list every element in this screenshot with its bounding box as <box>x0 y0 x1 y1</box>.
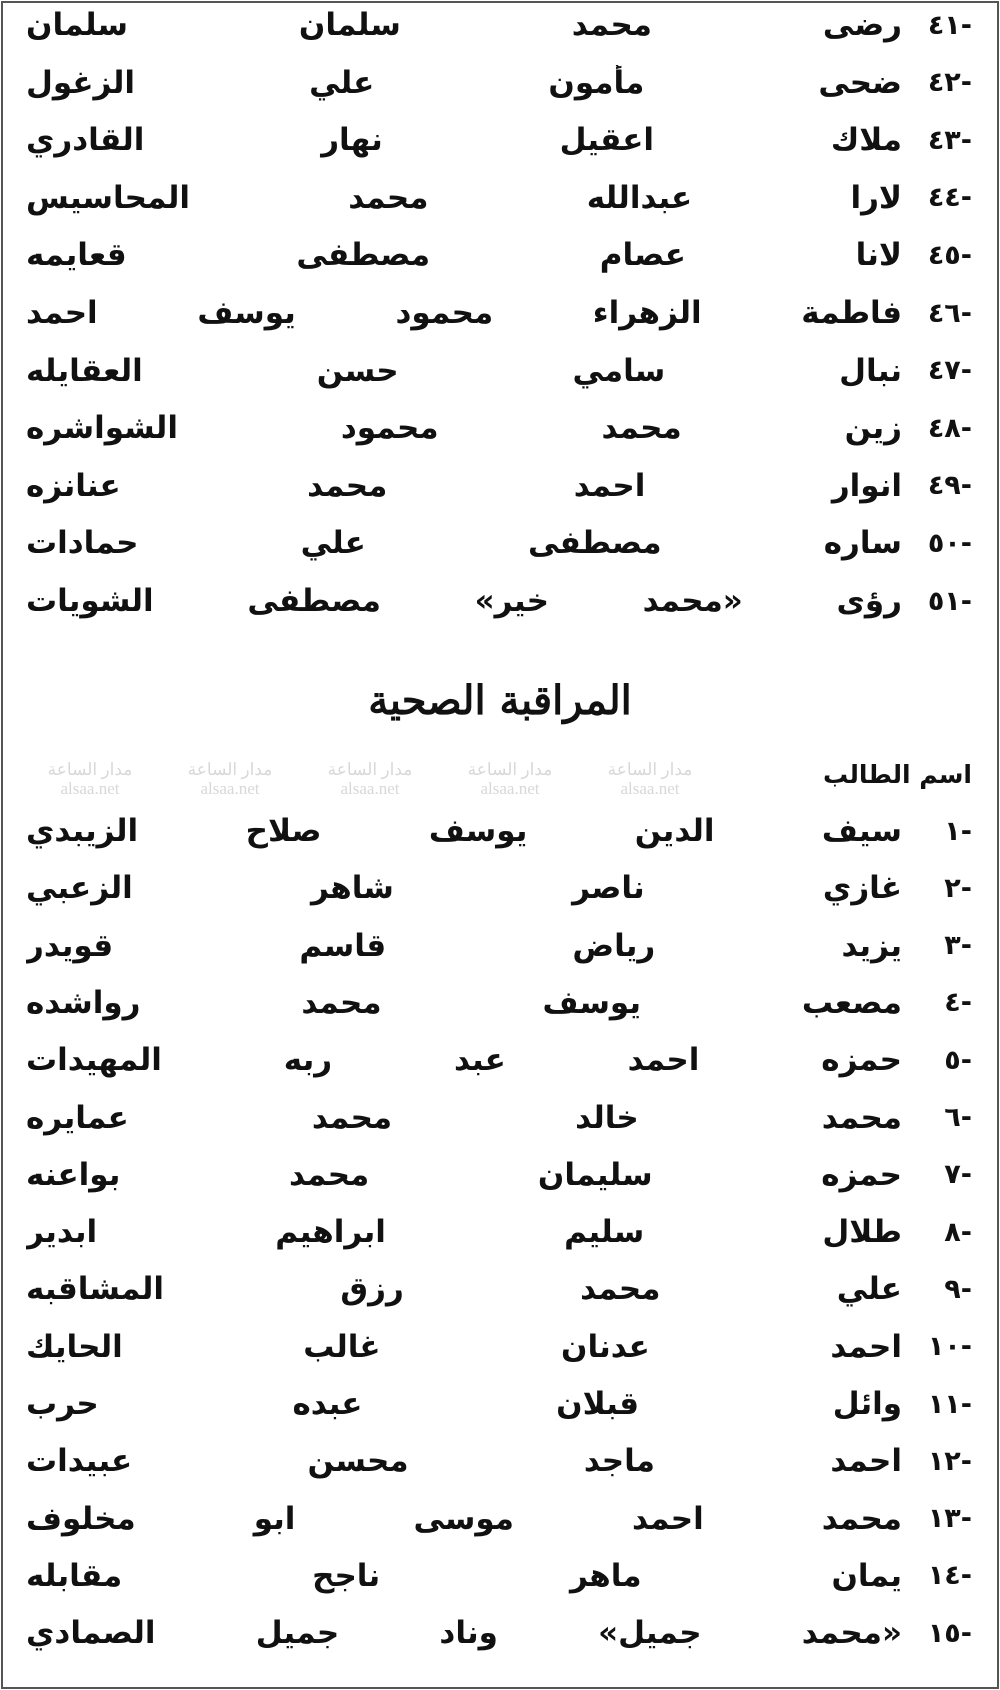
student-name: محمد احمد موسى ابو مخلوف <box>26 1500 902 1537</box>
list-item <box>26 0 972 50</box>
item-number: -٤٦ <box>927 297 972 329</box>
list-item <box>26 1379 972 1429</box>
student-name: رؤى «محمد خير» مصطفى الشويات <box>26 583 902 619</box>
student-name: حمزه احمد عبد ربه المهيدات <box>26 1042 902 1079</box>
item-number: -٥١ <box>927 585 972 617</box>
item-number: -١٣ <box>927 1503 972 1535</box>
item-number: -٢ <box>944 872 972 904</box>
watermark-arabic: مدار الساعة <box>47 760 133 779</box>
item-number: -١١ <box>927 1388 972 1420</box>
list-item <box>26 403 972 453</box>
list-item <box>26 1207 972 1257</box>
student-name: احمد ماجد محسن عبيدات <box>26 1443 902 1480</box>
list-item <box>26 1035 972 1085</box>
list-item <box>26 461 972 511</box>
watermark-arabic: مدار الساعة <box>327 760 413 779</box>
list-item <box>26 58 972 108</box>
list-item <box>26 173 972 223</box>
list-item <box>26 1551 972 1601</box>
watermark-arabic: مدار الساعة <box>607 760 693 779</box>
column-header: اسم الطالب <box>822 760 972 789</box>
watermark-arabic: مدار الساعة <box>467 760 553 779</box>
student-name: طلال سليم ابراهيم ابدير <box>26 1214 902 1251</box>
list-item <box>26 230 972 280</box>
watermark-arabic: مدار الساعة <box>187 760 273 779</box>
watermark <box>590 760 710 798</box>
item-number: -١٤ <box>927 1560 972 1592</box>
student-name: «محمد جميل» وناد جميل الصمادي <box>26 1615 902 1652</box>
watermark <box>310 760 430 798</box>
student-name: رضى محمد سلمان سلمان <box>26 7 902 43</box>
student-name: غازي ناصر شاهر الزعبي <box>26 870 902 907</box>
item-number: -٦ <box>944 1102 972 1133</box>
student-name: انوار احمد محمد عنانزه <box>26 467 902 504</box>
watermark-latin: alsaa.net <box>480 779 540 798</box>
item-number: -٧ <box>944 1159 972 1191</box>
item-number: -٩ <box>944 1273 972 1305</box>
list-item <box>26 1436 972 1486</box>
watermark <box>450 760 570 798</box>
student-name: ساره مصطفى علي حمادات <box>26 525 902 562</box>
item-number: -٤٧ <box>927 355 972 387</box>
list-item <box>26 1264 972 1314</box>
student-name: لانا عصام مصطفى قعايمه <box>26 237 902 274</box>
student-name: يزيد رياض قاسم قويدر <box>26 927 902 964</box>
item-number: -٣ <box>944 930 972 962</box>
item-number: -٤ <box>944 987 972 1019</box>
watermark <box>170 760 290 798</box>
student-name: مصعب يوسف محمد رواشده <box>26 984 902 1021</box>
watermark-latin: alsaa.net <box>200 779 260 798</box>
watermark-latin: alsaa.net <box>60 779 120 798</box>
item-number: -٤٤ <box>927 182 972 214</box>
item-number: -٥ <box>944 1044 972 1076</box>
student-name: زين محمد محمود الشواشره <box>26 410 902 447</box>
student-name: فاطمة الزهراء محمود يوسف احمد <box>26 295 902 331</box>
list-item <box>26 288 972 338</box>
student-name: ضحى مأمون علي الزغول <box>26 64 902 101</box>
item-number: -١٠ <box>927 1331 972 1363</box>
student-name: سيف الدين يوسف صلاح الزيبدي <box>26 813 902 849</box>
list-item <box>26 806 972 856</box>
item-number: -٤٢ <box>927 67 972 99</box>
item-number: -١ <box>944 815 972 847</box>
item-number: -٤٩ <box>927 470 972 502</box>
student-name: احمد عدنان غالب الحايك <box>26 1328 902 1365</box>
list-item <box>26 921 972 971</box>
student-name: لارا عبدالله محمد المحاسيس <box>26 179 902 216</box>
item-number: -٤٣ <box>927 124 972 156</box>
list-item <box>26 978 972 1028</box>
list-item <box>26 1322 972 1372</box>
section-title: المراقبة الصحية <box>368 677 632 724</box>
item-number: -٤٨ <box>927 412 972 444</box>
list-item <box>26 1608 972 1658</box>
item-number: -٤١ <box>927 9 972 41</box>
list-item <box>26 863 972 913</box>
student-name: ملاك اعقيل نهار القادري <box>26 122 902 159</box>
student-name: يمان ماهر ناجح مقابله <box>26 1557 902 1594</box>
list-item <box>26 576 972 626</box>
student-name: محمد خالد محمد عمايره <box>26 1099 902 1136</box>
student-name: علي محمد رزق المشاقبه <box>26 1271 902 1308</box>
item-number: -٤٥ <box>927 239 972 271</box>
list-item <box>26 1093 972 1143</box>
item-number: -١٢ <box>927 1445 972 1477</box>
item-number: -٥٠ <box>927 527 972 559</box>
list-item <box>26 1150 972 1200</box>
watermark-latin: alsaa.net <box>620 779 680 798</box>
student-name: حمزه سليمان محمد بواعنه <box>26 1156 902 1193</box>
list-item <box>26 346 972 396</box>
watermark-latin: alsaa.net <box>340 779 400 798</box>
list-item <box>26 518 972 568</box>
student-name: وائل قبلان عبده حرب <box>26 1386 902 1422</box>
item-number: -٨ <box>944 1216 972 1248</box>
watermark <box>30 760 150 798</box>
list-item <box>26 115 972 165</box>
item-number: -١٥ <box>927 1617 972 1649</box>
student-name: نبال سامي حسن العقايله <box>26 352 902 389</box>
list-item <box>26 1494 972 1544</box>
